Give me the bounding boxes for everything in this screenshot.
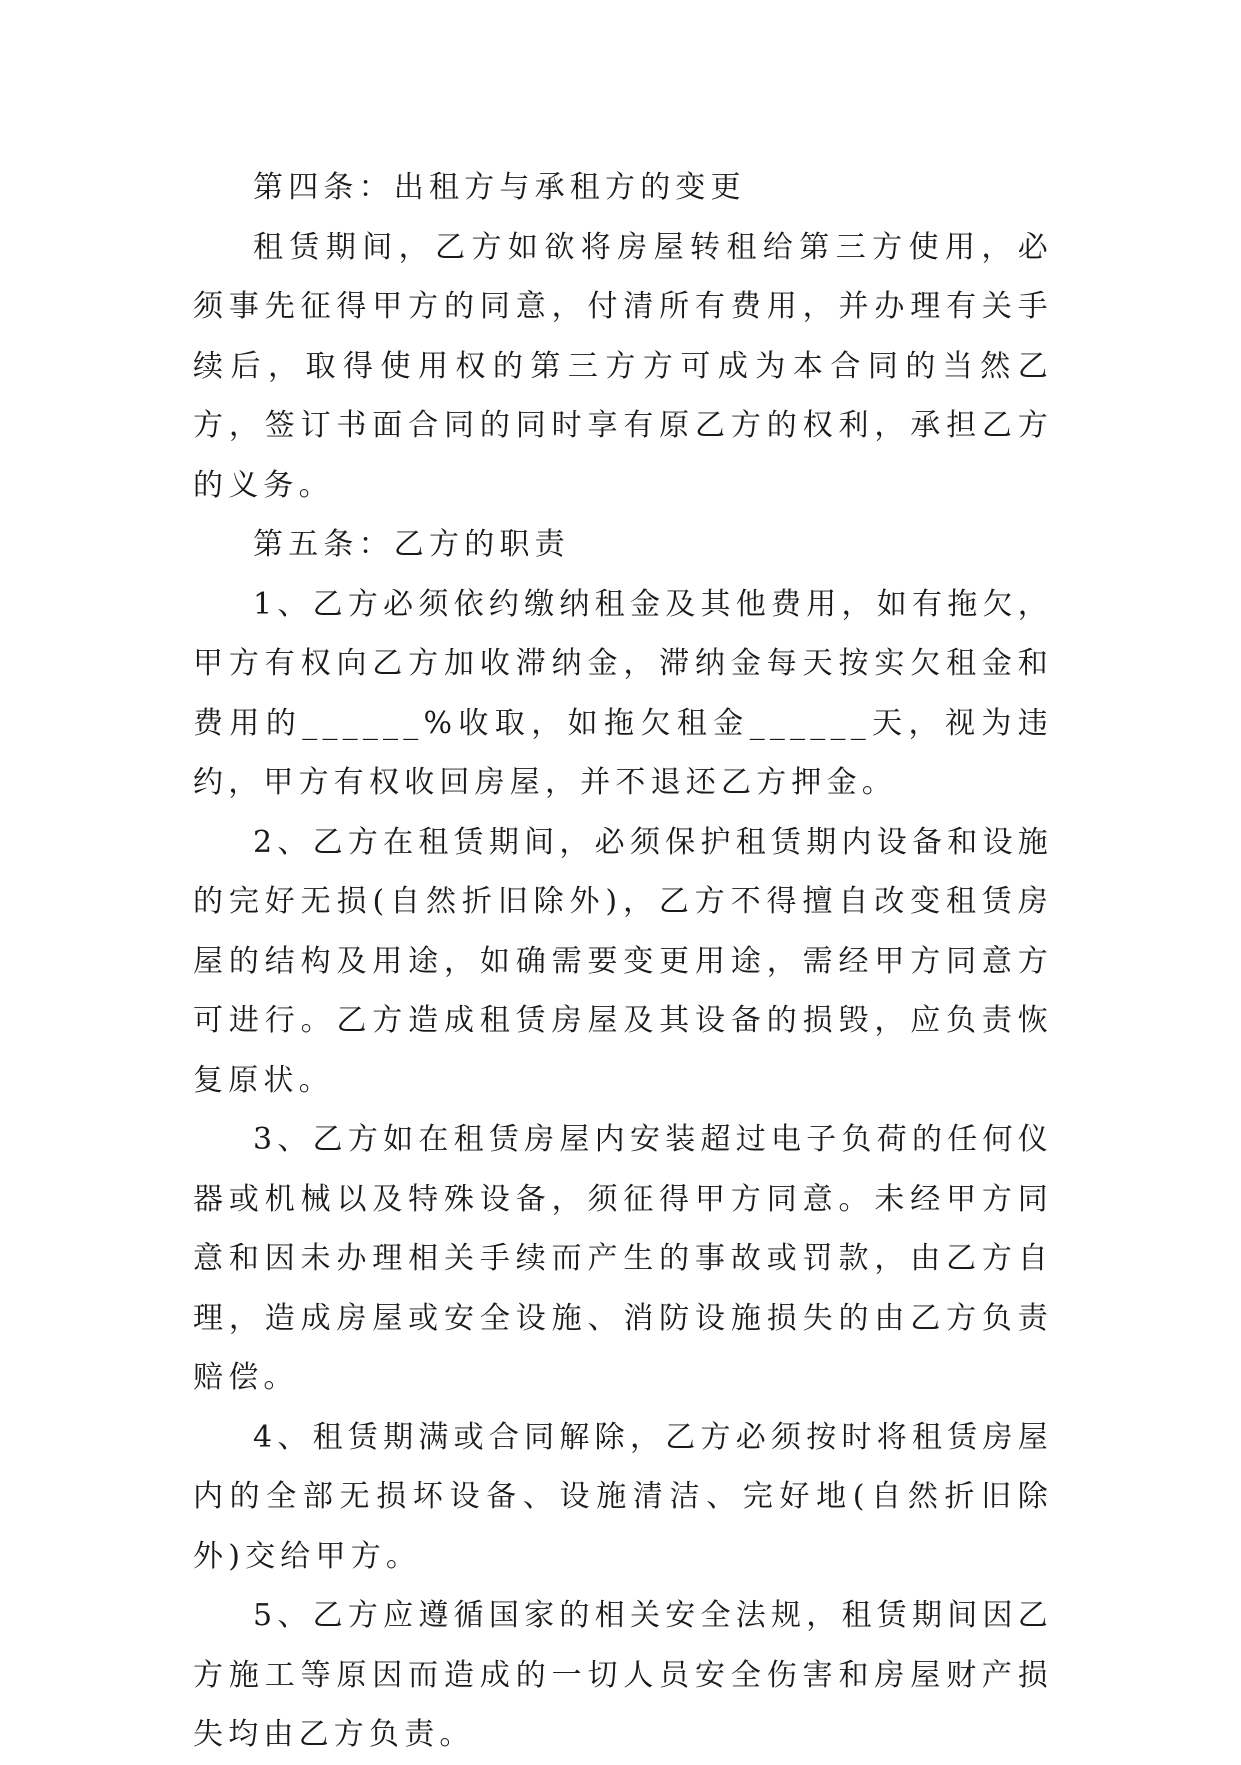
article-5-clause-1: 1、乙方必须依约缴纳租金及其他费用，如有拖欠，甲方有权向乙方加收滞纳金，滞纳金每天按实欠租金和费用的______%收取，如拖欠租金______天，视为违约，甲方有权收回房屋，并不退还乙方押金。 [193,586,1053,800]
article-5-clause-4: 4、租赁期满或合同解除，乙方必须按时将租赁房屋内的全部无损坏设备、设施清洁、完好地(自然折旧除外)交给甲方。 [193,1419,1053,1574]
article-4-paragraph: 租赁期间，乙方如欲将房屋转租给第三方使用，必须事先征得甲方的同意，付清所有费用，并办理有关手续后，取得使用权的第三方方可成为本合同的当然乙方，签订书面合同的同时享有原乙方的权利，承担乙方的义务。 [193,229,1053,503]
article-5-clause-5: 5、乙方应遵循国家的相关安全法规，租赁期间因乙方施工等原因而造成的一切人员安全伤害和房屋财产损失均由乙方负责。 [193,1598,1053,1752]
article-5-heading: 第五条：乙方的职责 [253,527,570,562]
article-5-clause-2: 2、乙方在租赁期间，必须保护租赁期内设备和设施的完好无损(自然折旧除外)，乙方不得擅自改变租赁房屋的结构及用途，如确需要变更用途，需经甲方同意方可进行。乙方造成租赁房屋及其设备的损毁，应负责恢复原状。 [193,824,1053,1098]
article-5-clause-3: 3、乙方如在租赁房屋内安装超过电子负荷的任何仪器或机械以及特殊设备，须征得甲方同意。未经甲方同意和因未办理相关手续而产生的事故或罚款，由乙方自理，造成房屋或安全设施、消防设施损失的由乙方负责赔偿。 [193,1122,1053,1395]
document-body [193,158,1053,1765]
article-4-heading: 第四条：出租方与承租方的变更 [253,170,746,205]
